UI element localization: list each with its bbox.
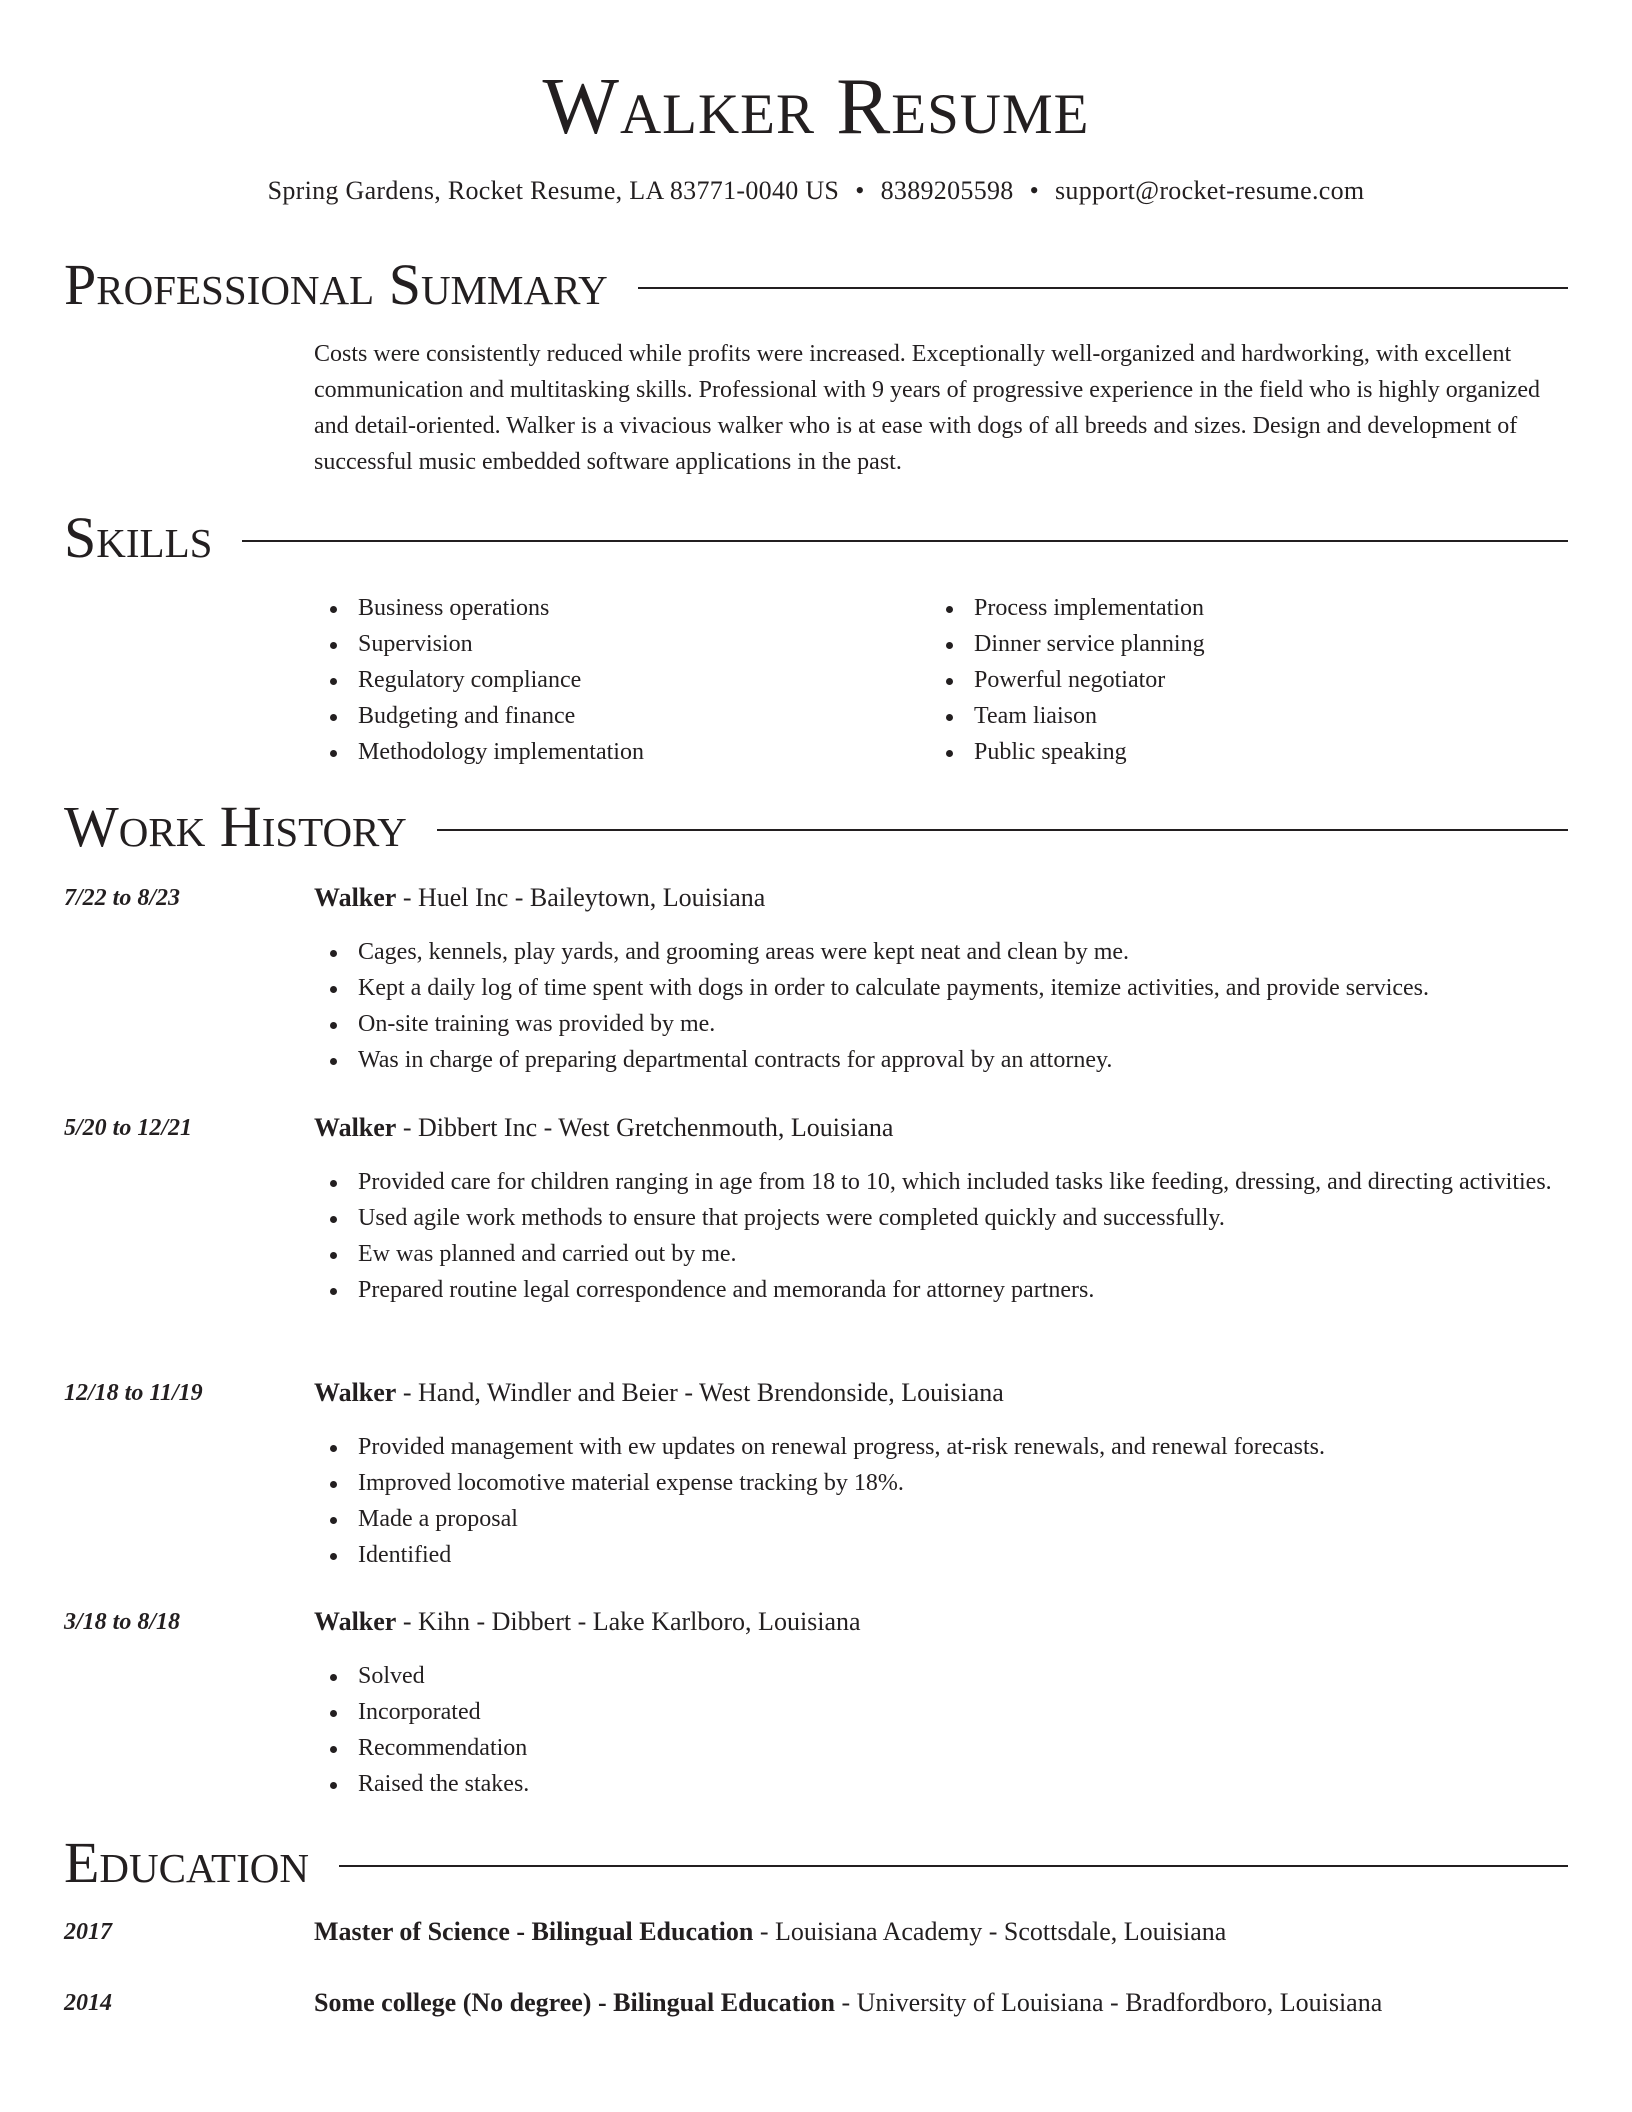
- job-bullets: [314, 1164, 1568, 1308]
- job-bullets: [314, 934, 1568, 1078]
- job-employer: - Hand, Windler and Beier - West Brendonside, Louisiana: [396, 1378, 1004, 1407]
- job-employer: - Kihn - Dibbert - Lake Karlboro, Louisiana: [396, 1607, 861, 1636]
- job-bullet: Recommendation: [314, 1730, 1568, 1766]
- contact-email: support@rocket-resume.com: [1055, 176, 1365, 205]
- job-bullet: Incorporated: [314, 1694, 1568, 1730]
- contact-separator: •: [1029, 176, 1039, 205]
- skill-item: Regulatory compliance: [314, 662, 914, 698]
- resume-name: Walker Resume: [542, 61, 1090, 151]
- job-bullet: Identified: [314, 1537, 1568, 1573]
- section-divider: [339, 1865, 1568, 1867]
- job-dates: 12/18 to 11/19: [64, 1380, 203, 1406]
- skill-item: Dinner service planning: [930, 626, 1530, 662]
- education-year: 2017: [64, 1919, 112, 1945]
- education-school: - University of Louisiana - Bradfordboro, Louisiana: [834, 1988, 1383, 2017]
- education-heading: [314, 1985, 1568, 2021]
- skill-item: Team liaison: [930, 698, 1530, 734]
- section-title: Education: [64, 1830, 309, 1895]
- job-bullet: Improved locomotive material expense tracking by 18%.: [314, 1465, 1568, 1501]
- education-school: - Louisiana Academy - Scottsdale, Louisiana: [753, 1917, 1227, 1946]
- contact-separator: •: [855, 176, 865, 205]
- job-bullet: Cages, kennels, play yards, and grooming areas were kept neat and clean by me.: [314, 934, 1568, 970]
- job-bullet: Was in charge of preparing departmental contracts for approval by an attorney.: [314, 1042, 1568, 1078]
- section-title: Professional Summary: [64, 252, 608, 317]
- job-heading: [314, 1110, 1568, 1146]
- job-heading: [314, 1604, 1568, 1640]
- job-title: Walker: [314, 1113, 397, 1142]
- section-divider: [437, 829, 1568, 831]
- job-title: Walker: [314, 1378, 397, 1407]
- skills-section-header: [64, 505, 1568, 571]
- job-bullets: [314, 1429, 1568, 1573]
- job-employer: - Dibbert Inc - West Gretchenmouth, Louisiana: [396, 1113, 894, 1142]
- job-bullet: Ew was planned and carried out by me.: [314, 1236, 1568, 1272]
- job-bullet: Solved: [314, 1658, 1568, 1694]
- skill-item: Budgeting and finance: [314, 698, 914, 734]
- skills-list-left: [314, 590, 914, 770]
- skill-item: Public speaking: [930, 734, 1530, 770]
- summary-text: Costs were consistently reduced while profits were increased. Exceptionally well-organized and hardworking, with excellent communication and multitasking skills. Professional with 9 years of progressive experience in the field who is highly organized and detail-oriented. Walker is a vivacious walker who is at ease with dogs of all breeds and sizes. Design and development of successful music embedded software applications in the past.: [314, 341, 1540, 475]
- job-title: Walker: [314, 1607, 397, 1636]
- section-divider: [638, 287, 1568, 289]
- job-title: Walker: [314, 883, 397, 912]
- section-title: Work History: [64, 794, 407, 859]
- job-bullet: Provided care for children ranging in age from 18 to 10, which included tasks like feeding, dressing, and directing activities.: [314, 1164, 1568, 1200]
- skill-item: Methodology implementation: [314, 734, 914, 770]
- job-employer: - Huel Inc - Baileytown, Louisiana: [396, 883, 766, 912]
- education-degree: Some college (No degree) - Bilingual Education: [314, 1988, 835, 2017]
- job-bullet: On-site training was provided by me.: [314, 1006, 1568, 1042]
- skills-list-right: [930, 590, 1530, 770]
- skill-item: Process implementation: [930, 590, 1530, 626]
- work-history-section-header: [64, 794, 1568, 860]
- section-title: Skills: [64, 505, 213, 570]
- contact-phone: 8389205598: [880, 176, 1014, 205]
- section-divider: [242, 540, 1568, 542]
- skill-item: Supervision: [314, 626, 914, 662]
- contact-line: [0, 174, 1632, 208]
- job-heading: [314, 880, 1568, 916]
- skill-item: Business operations: [314, 590, 914, 626]
- job-bullet: Made a proposal: [314, 1501, 1568, 1537]
- job-dates: 7/22 to 8/23: [64, 885, 181, 911]
- job-heading: [314, 1375, 1568, 1411]
- job-bullet: Provided management with ew updates on renewal progress, at-risk renewals, and renewal forecasts.: [314, 1429, 1568, 1465]
- job-bullet: Kept a daily log of time spent with dogs in order to calculate payments, itemize activities, and provide services.: [314, 970, 1568, 1006]
- education-year: 2014: [64, 1990, 112, 2016]
- job-bullet: Prepared routine legal correspondence and memoranda for attorney partners.: [314, 1272, 1568, 1308]
- job-dates: 5/20 to 12/21: [64, 1115, 193, 1141]
- education-heading: [314, 1914, 1568, 1950]
- contact-address: Spring Gardens, Rocket Resume, LA 83771-0040 US: [267, 176, 840, 205]
- job-bullet: Used agile work methods to ensure that projects were completed quickly and successfully.: [314, 1200, 1568, 1236]
- job-bullets: [314, 1658, 1568, 1802]
- job-dates: 3/18 to 8/18: [64, 1609, 181, 1635]
- summary-section-header: [64, 252, 1568, 318]
- education-degree: Master of Science - Bilingual Education: [314, 1917, 754, 1946]
- job-bullet: Raised the stakes.: [314, 1766, 1568, 1802]
- education-section-header: [64, 1830, 1568, 1896]
- skill-item: Powerful negotiator: [930, 662, 1530, 698]
